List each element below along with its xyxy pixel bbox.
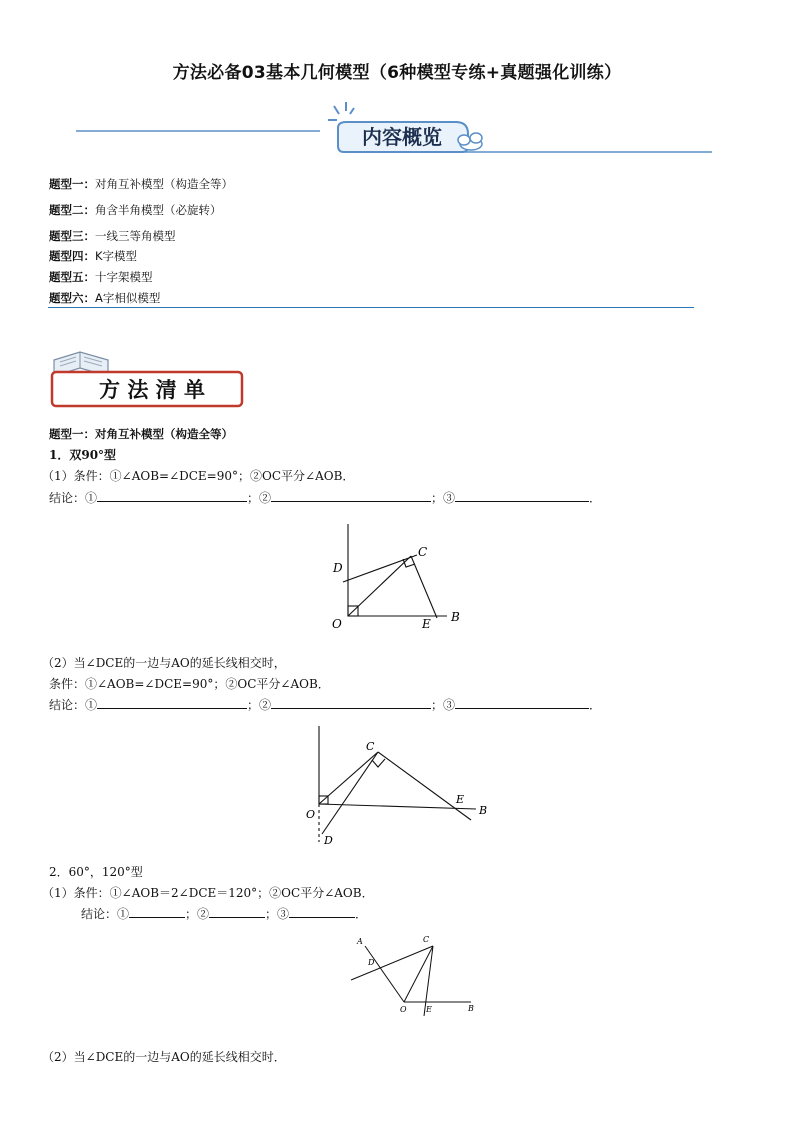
overview-item-4: 题型四：K字模型 <box>49 249 138 263</box>
section1-sub1: 1．双90°型 <box>49 448 117 462</box>
section2-p2-intro: （2）当∠DCE的一边与AO的延长线相交时． <box>42 1050 286 1064</box>
label-O: O <box>332 617 342 631</box>
answer-blank-2[interactable] <box>271 489 431 502</box>
page-title: 方法必备03基本几何模型（6种模型专练+真题强化训练） <box>172 63 622 83</box>
label-A: A <box>357 937 363 946</box>
answer-blank-9[interactable] <box>289 905 355 918</box>
figure-1 <box>325 518 475 638</box>
section1-heading: 题型一：对角互补模型（构造全等） <box>49 427 233 441</box>
section1-p2-conclusion: 结论：① ；② ；③ ． <box>49 698 602 712</box>
sparkle-icon <box>328 102 354 120</box>
label-C: C <box>366 740 375 753</box>
label-E: E <box>456 793 465 806</box>
overview-item-3: 题型三：一线三等角模型 <box>49 229 176 243</box>
method-banner <box>46 346 246 410</box>
label-O: O <box>400 1005 407 1014</box>
section2-p1-conclusion: 结论：① ；② ；③ ． <box>81 907 368 921</box>
section1-p1-conclusion: 结论：① ；② ；③ ． <box>49 491 602 505</box>
overview-item-6: 题型六：A字相似模型 <box>49 291 161 305</box>
section1-p1-condition: （1）条件：①∠AOB=∠DCE=90°；②OC平分∠AOB． <box>42 469 355 483</box>
section2-p1-condition: （1）条件：①∠AOB＝2∠DCE＝120°；②OC平分∠AOB． <box>42 886 374 900</box>
answer-blank-4[interactable] <box>97 696 247 709</box>
section2-sub2: 2．60°，120°型 <box>49 865 143 879</box>
label-D: D <box>368 958 375 967</box>
overview-item-5: 题型五：十字架模型 <box>49 270 153 284</box>
answer-blank-1[interactable] <box>97 489 247 502</box>
label-D: D <box>333 561 343 575</box>
overview-banner-label: 内容概览 <box>362 125 442 149</box>
label-C: C <box>423 935 430 944</box>
label-E: E <box>422 617 431 631</box>
label-B: B <box>451 610 460 624</box>
overview-banner <box>76 100 716 158</box>
label-C: C <box>418 545 428 559</box>
label-D: D <box>324 834 333 847</box>
answer-blank-6[interactable] <box>455 696 589 709</box>
answer-blank-3[interactable] <box>455 489 589 502</box>
label-B: B <box>468 1004 474 1013</box>
overview-item-2: 题型二：角含半角模型（必旋转） <box>49 203 222 217</box>
figure-2 <box>300 722 500 850</box>
label-O: O <box>306 808 316 821</box>
label-E: E <box>426 1005 432 1014</box>
overview-divider <box>48 307 694 308</box>
answer-blank-7[interactable] <box>129 905 185 918</box>
figure-3 <box>345 928 485 1020</box>
overview-item-1: 题型一：对角互补模型（构造全等） <box>49 177 233 191</box>
section1-p2-condition: 条件：①∠AOB=∠DCE=90°；②OC平分∠AOB． <box>49 677 330 691</box>
method-banner-label: 方 法 清 单 <box>99 378 205 402</box>
label-B: B <box>479 804 488 817</box>
section1-p2-intro: （2）当∠DCE的一边与AO的延长线相交时， <box>42 656 286 670</box>
cloud-icon <box>458 133 482 150</box>
answer-blank-8[interactable] <box>209 905 265 918</box>
answer-blank-5[interactable] <box>271 696 431 709</box>
